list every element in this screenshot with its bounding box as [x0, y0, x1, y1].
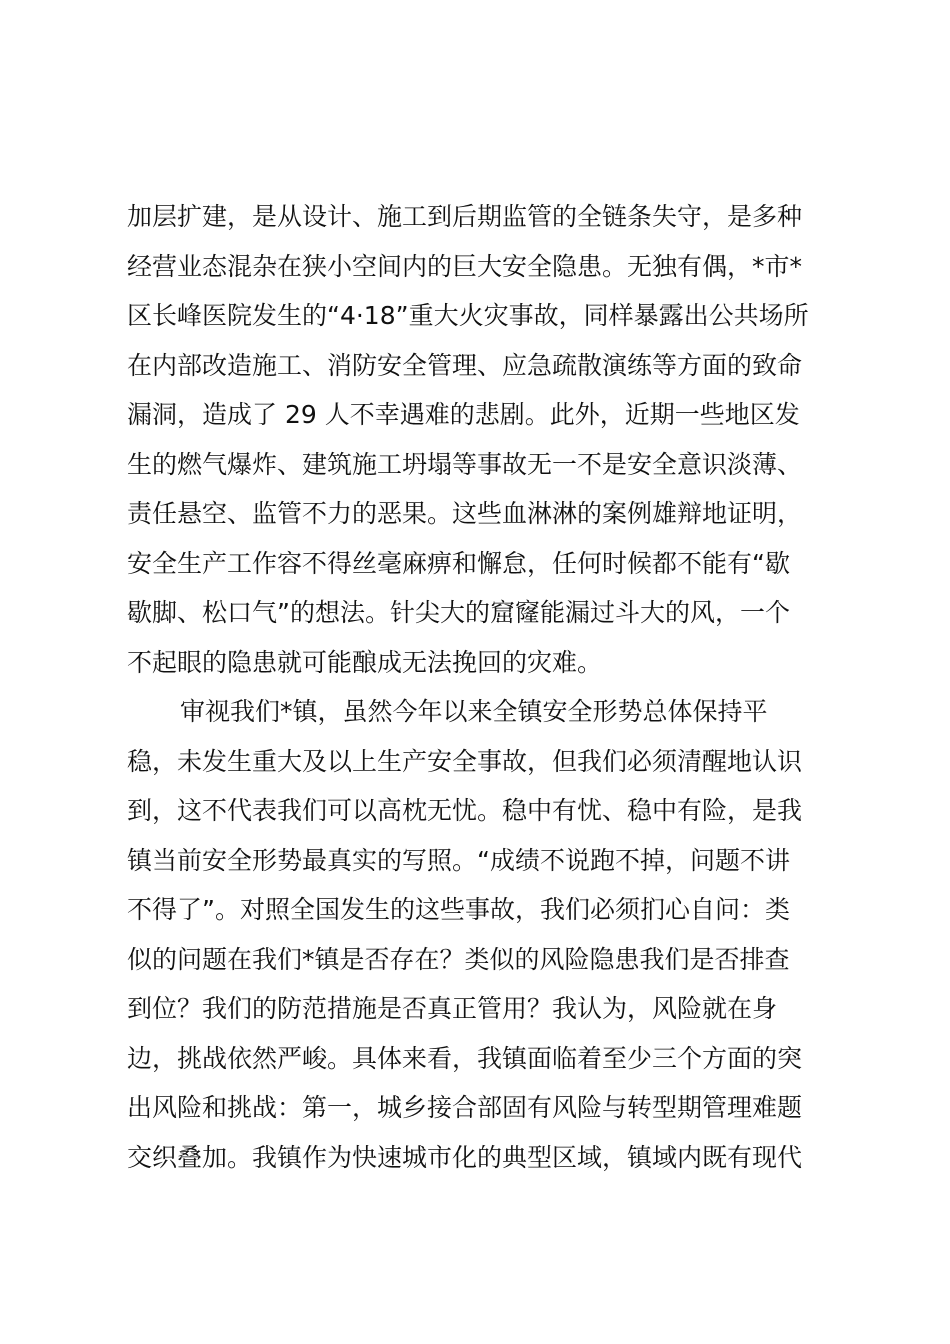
text-line: 责任悬空、监管不力的恶果。这些血淋淋的案例雄辩地证明，	[127, 499, 803, 528]
paragraph-1	[127, 192, 827, 687]
paragraph-2	[127, 687, 827, 1182]
text-line: 镇当前安全形势最真实的写照。“成绩不说跑不掉，问题不讲	[127, 845, 790, 875]
text-line: 交织叠加。我镇作为快速城市化的典型区域，镇域内既有现代	[127, 1142, 803, 1172]
text-line: 稳，未发生重大及以上生产安全事故，但我们必须清醒地认识	[127, 746, 803, 776]
text-line: 经营业态混杂在狭小空间内的巨大安全隐患。无独有偶，*市*	[127, 251, 803, 281]
text-line: 歇脚、松口气”的想法。针尖大的窟窿能漏过斗大的风，一个	[127, 598, 790, 627]
text-line: 漏洞，造成了 29 人不幸遇难的悲剧。此外，近期一些地区发	[127, 400, 800, 429]
text-line: 区长峰医院发生的“4·18”重大火灾事故，同样暴露出公共场所	[127, 301, 809, 330]
text-line: 似的问题在我们*镇是否存在？类似的风险隐患我们是否排查	[127, 944, 790, 974]
text-line: 出风险和挑战：第一，城乡接合部固有风险与转型期管理难题	[127, 1093, 803, 1122]
text-line: 生的燃气爆炸、建筑施工坍塌等事故无一不是安全意识淡薄、	[127, 449, 803, 479]
text-line: 边，挑战依然严峻。具体来看，我镇面临着至少三个方面的突	[127, 1043, 803, 1073]
text-line: 加层扩建，是从设计、施工到后期监管的全链条失守，是多种	[127, 202, 803, 231]
body-text	[127, 192, 827, 1182]
text-line: 不得了”。对照全国发生的这些事故，我们必须扪心自问：类	[127, 895, 790, 924]
text-line: 不起眼的隐患就可能酿成无法挽回的灾难。	[127, 647, 603, 677]
text-line: 审视我们*镇，虽然今年以来全镇安全形势总体保持平	[180, 697, 768, 726]
text-line: 到，这不代表我们可以高枕无忧。稳中有忧、稳中有险，是我	[127, 796, 803, 825]
text-line: 安全生产工作容不得丝毫麻痹和懈怠，任何时候都不能有“歇	[127, 548, 790, 578]
text-line: 在内部改造施工、消防安全管理、应急疏散演练等方面的致命	[127, 350, 803, 380]
text-line: 到位？我们的防范措施是否真正管用？我认为，风险就在身	[127, 994, 778, 1023]
